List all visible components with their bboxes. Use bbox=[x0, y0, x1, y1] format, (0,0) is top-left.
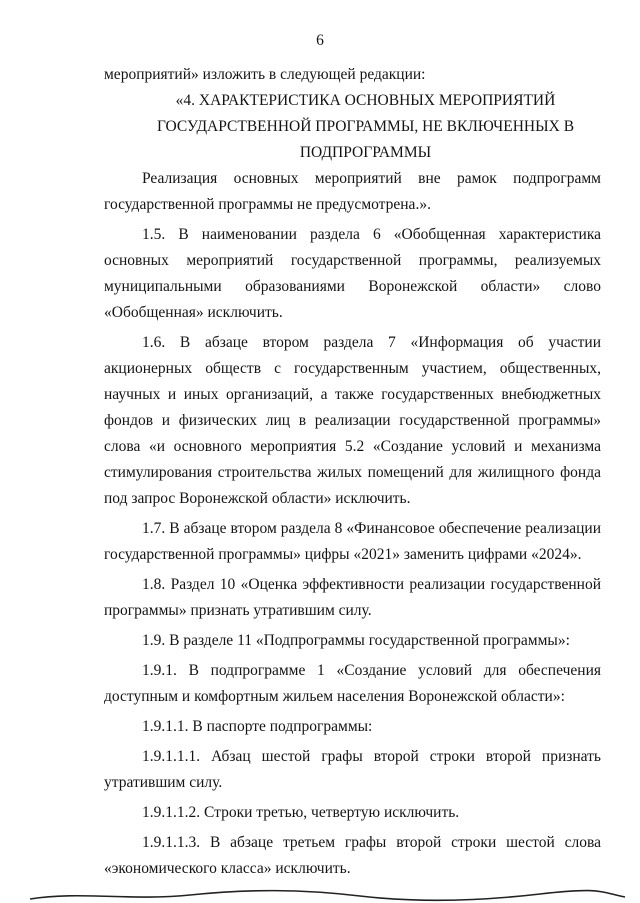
paragraph-item-1-8: 1.8. Раздел 10 «Оценка эффективности реализации государственной программы» признать утратившим силу. bbox=[104, 576, 601, 619]
page-number: 6 bbox=[316, 32, 324, 49]
paragraph-item-1-5: 1.5. В наименовании раздела 6 «Обобщенная характеристика основных мероприятий государственной программы, реализуемых муниципальными образованиями Воронежской области» слово «Обобщенная» исключить. bbox=[104, 226, 601, 321]
paragraph-item-1-9-1: 1.9.1. В подпрограмме 1 «Создание условий для обеспечения доступным и комфортным жильем населения Воронежской области»: bbox=[104, 662, 601, 705]
paragraph: Реализация основных мероприятий вне рамок подпрограмм государственной программы не предусмотрена.». bbox=[104, 170, 601, 213]
document-body bbox=[104, 62, 601, 882]
heading-line: ПОДПРОГРАММЫ bbox=[299, 144, 432, 161]
section-heading bbox=[104, 88, 601, 166]
paragraph-item-1-7: 1.7. В абзаце втором раздела 8 «Финансовое обеспечение реализации государственной программы» цифры «2021» заменить цифрами «2024». bbox=[104, 520, 601, 563]
heading-line: «4. ХАРАКТЕРИСТИКА ОСНОВНЫХ МЕРОПРИЯТИЙ bbox=[175, 92, 556, 109]
paragraph-item-1-6: 1.6. В абзаце втором раздела 7 «Информация об участии акционерных обществ с государственным участием, общественных, научных и иных организаций, а также государственных внебюджетных фондов и физических лиц в реализации государственной программы» слова «и основного мероприятия 5.2 «Создание условий и механизма стимулирования строительства жилых помещений для жилищного фонда под запрос Воронежской области» исключить. bbox=[104, 334, 601, 507]
paragraph-item-1-9: 1.9. В разделе 11 «Подпрограммы государственной программы»: bbox=[142, 632, 570, 649]
heading-line: ГОСУДАРСТВЕННОЙ ПРОГРАММЫ, НЕ ВКЛЮЧЕННЫХ В bbox=[156, 118, 575, 135]
paragraph-item-1-9-1-1: 1.9.1.1. В паспорте подпрограммы: bbox=[142, 718, 373, 735]
paragraph-item-1-9-1-1-3: 1.9.1.1.3. В абзаце третьем графы второй строки шестой слова «экономического класса» исключить. bbox=[104, 834, 601, 877]
paragraph-item-1-9-1-1-1: 1.9.1.1.1. Абзац шестой графы второй строки второй признать утратившим силу. bbox=[104, 748, 601, 791]
scan-edge-mark bbox=[0, 885, 640, 903]
paragraph-item-1-9-1-1-2: 1.9.1.1.2. Строки третью, четвертую исключить. bbox=[142, 804, 460, 821]
paragraph-continuation: мероприятий» изложить в следующей редакции: bbox=[104, 66, 426, 83]
